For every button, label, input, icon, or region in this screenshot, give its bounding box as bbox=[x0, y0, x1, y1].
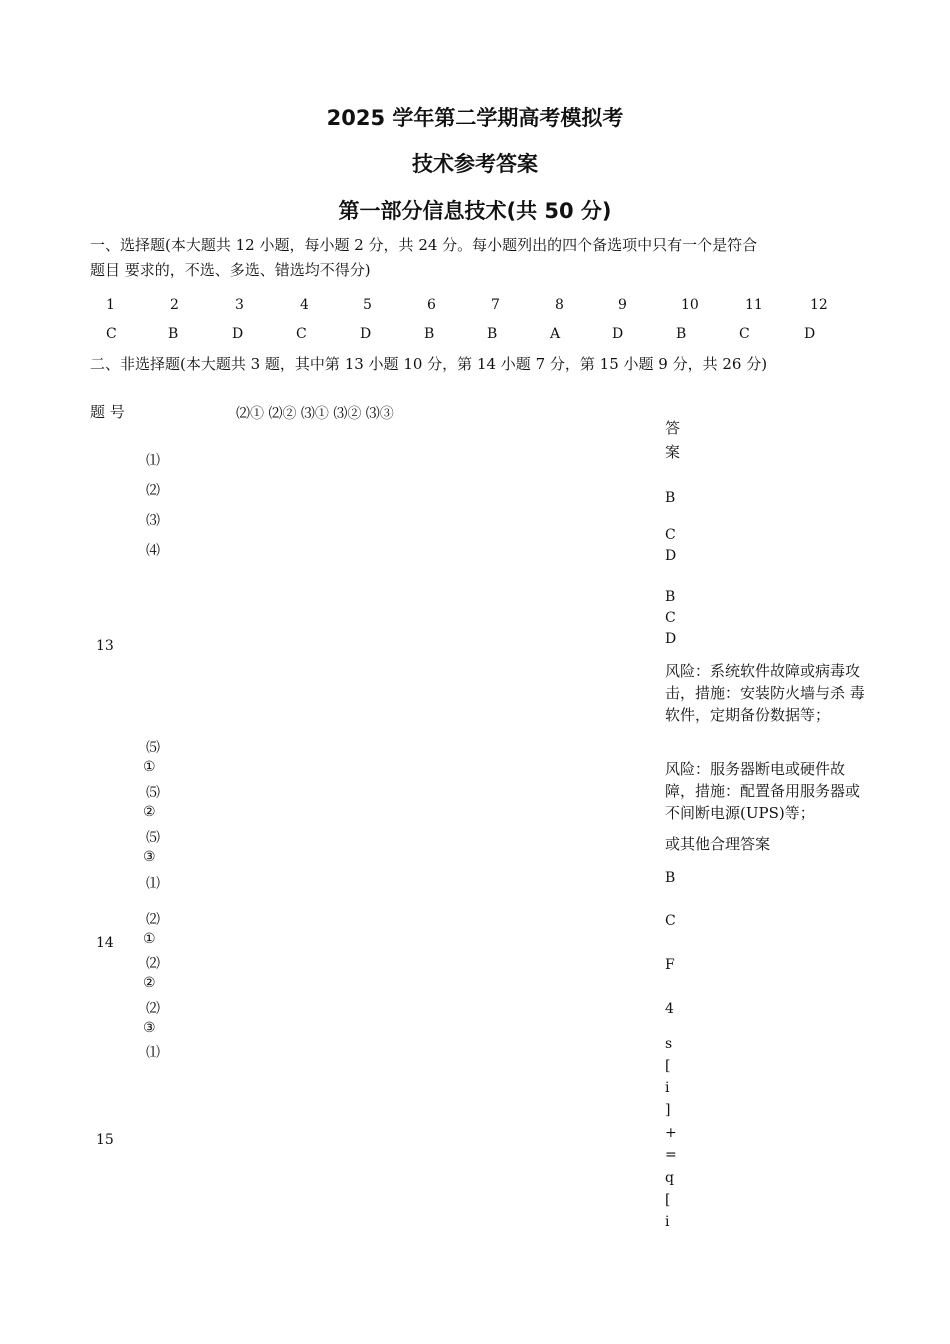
answer-header-char-1: 答 bbox=[665, 419, 681, 437]
choice-answer: B bbox=[168, 326, 179, 342]
q15-answer-char: + bbox=[665, 1125, 677, 1141]
q15-number: 15 bbox=[96, 1132, 114, 1148]
exam-subtitle: 技术参考答案 bbox=[412, 152, 538, 176]
q13-sub-label: ⑵ bbox=[146, 483, 160, 499]
sub-question-header: ⑵① ⑵② ⑶① ⑶② ⑶③ bbox=[236, 406, 394, 422]
q13-sub-label: ⑷ bbox=[146, 543, 160, 559]
q14-sub-label: ⑵ bbox=[146, 912, 160, 928]
q14-answer: F bbox=[665, 957, 675, 973]
choice-number: 10 bbox=[681, 297, 699, 313]
choice-number: 6 bbox=[427, 297, 436, 313]
choice-answer: C bbox=[296, 326, 307, 342]
choice-number: 2 bbox=[170, 297, 179, 313]
q13-risk-answer-2: 风险：服务器断电或硬件故障，措施：配置备用服务器或 不间断电源(UPS)等； bbox=[665, 760, 861, 822]
q13-sub-label: ⑸ bbox=[146, 830, 160, 846]
choice-number: 11 bbox=[745, 297, 763, 313]
choice-answer: C bbox=[739, 326, 750, 342]
q13-sub-label: ③ bbox=[143, 849, 156, 865]
q13-sub-label: ⑸ bbox=[146, 785, 160, 801]
q13-sub-label: ⑶ bbox=[146, 513, 160, 529]
q13-sub-label: ① bbox=[143, 759, 156, 775]
q13-risk-answer-1: 风险：系统软件故障或病毒攻击，措施：安装防火墙与杀 毒软件，定期备份数据等； bbox=[665, 662, 865, 724]
q13-number: 13 bbox=[96, 638, 114, 654]
q14-sub-label: ⑵ bbox=[146, 1001, 160, 1017]
q14-sub-label: ⑵ bbox=[146, 956, 160, 972]
exam-title: 2025 学年第二学期高考模拟考 bbox=[326, 106, 624, 130]
q14-sub-label: ① bbox=[143, 931, 156, 947]
choice-answer: B bbox=[676, 326, 687, 342]
q14-sub-label: ⑴ bbox=[146, 876, 160, 892]
q15-answer-char: ] bbox=[665, 1102, 671, 1118]
q14-answer: C bbox=[665, 913, 676, 929]
q13-sub-label: ② bbox=[143, 804, 156, 820]
choice-answer: D bbox=[232, 326, 244, 342]
q13-sub-label: ⑸ bbox=[146, 740, 160, 756]
q13-answer: B bbox=[665, 589, 676, 605]
choice-number: 7 bbox=[491, 297, 500, 313]
choice-number: 12 bbox=[810, 297, 828, 313]
choice-answer: D bbox=[360, 326, 372, 342]
q13-other-answer: 或其他合理答案 bbox=[665, 835, 771, 853]
q15-answer-char: [ bbox=[665, 1192, 671, 1208]
section1-heading-line1: 一、选择题(本大题共 12 小题，每小题 2 分，共 24 分。每小题列出的四个备选项中只有一个是符合 bbox=[90, 236, 758, 254]
q15-answer-char: i bbox=[665, 1080, 670, 1096]
choice-number: 4 bbox=[300, 297, 309, 313]
choice-answer: A bbox=[550, 326, 561, 342]
q15-answer-char: i bbox=[665, 1214, 670, 1230]
q15-sub-label: ⑴ bbox=[146, 1045, 160, 1061]
section2-heading: 二、非选择题(本大题共 3 题，其中第 13 小题 10 分，第 14 小题 7 分，第 15 小题 9 分，共 26 分) bbox=[90, 355, 768, 373]
q14-sub-label: ③ bbox=[143, 1020, 156, 1036]
q13-answer: D bbox=[665, 631, 677, 647]
choice-number: 9 bbox=[618, 297, 627, 313]
choice-number: 3 bbox=[235, 297, 244, 313]
choice-number: 8 bbox=[555, 297, 564, 313]
q13-answer: D bbox=[665, 548, 677, 564]
q15-answer-char: q bbox=[665, 1170, 674, 1186]
q15-answer-char: = bbox=[665, 1147, 677, 1163]
q13-answer: B bbox=[665, 490, 676, 506]
q14-sub-label: ② bbox=[143, 975, 156, 991]
q13-sub-label: ⑴ bbox=[146, 453, 160, 469]
choice-answer: D bbox=[804, 326, 816, 342]
choice-answer: C bbox=[106, 326, 117, 342]
q15-answer-char: [ bbox=[665, 1058, 671, 1074]
q14-answer: B bbox=[665, 870, 676, 886]
q14-answer: 4 bbox=[665, 1001, 674, 1017]
choice-number: 5 bbox=[363, 297, 372, 313]
q14-number: 14 bbox=[96, 935, 114, 951]
question-number-header: 题 号 bbox=[90, 403, 125, 421]
section1-heading-line2: 题目 要求的，不选、多选、错选均不得分) bbox=[90, 261, 371, 279]
part-title: 第一部分信息技术(共 50 分) bbox=[338, 199, 612, 223]
q13-answer: C bbox=[665, 527, 676, 543]
q13-answer: C bbox=[665, 610, 676, 626]
answer-header-char-2: 案 bbox=[665, 443, 681, 461]
choice-answer: D bbox=[612, 326, 624, 342]
choice-answer: B bbox=[487, 326, 498, 342]
q15-answer-char: s bbox=[665, 1036, 673, 1052]
choice-number: 1 bbox=[106, 297, 115, 313]
choice-answer: B bbox=[424, 326, 435, 342]
